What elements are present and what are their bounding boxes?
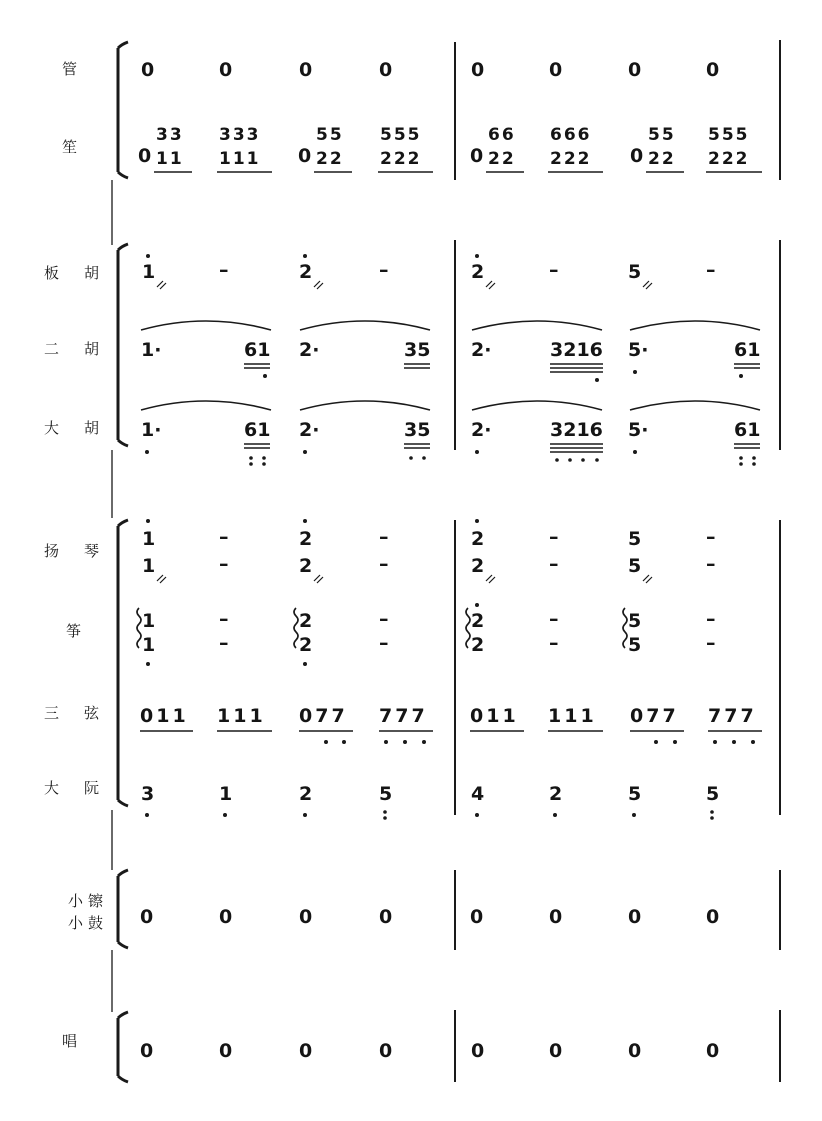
yangqin-upper-4: – [379, 526, 389, 548]
banhu-note-2: 2 [299, 261, 313, 283]
label-perc-2: 小 [68, 914, 84, 932]
sheng-top-5: 66 [488, 125, 516, 145]
zheng-lower-5: 2 [471, 634, 485, 656]
yangqin-upper-6: – [549, 526, 559, 548]
sanxian-group-4: 777 [379, 705, 428, 727]
label-sheng: 笙 [62, 138, 78, 156]
erhu-row [141, 321, 760, 382]
label-erhu-1: 二 [44, 340, 60, 358]
zheng-lower-1: 1 [142, 634, 156, 656]
yangqin-lower-8: – [706, 553, 716, 575]
perc-note-5: 0 [470, 906, 484, 928]
zheng-upper-5: 2 [471, 610, 485, 632]
yangqin-upper-1: 1 [142, 528, 156, 550]
guan-note-3: 0 [299, 59, 313, 81]
chang-note-3: 0 [299, 1040, 313, 1062]
brackets [112, 42, 128, 1082]
label-yangqin-2: 琴 [84, 542, 100, 560]
label-guan: 管 [62, 60, 78, 78]
chang-note-7: 0 [628, 1040, 642, 1062]
yangqin-lower-7: 5 [628, 555, 642, 577]
daruan-note-2: 1 [219, 783, 233, 805]
sheng-top-3: 55 [316, 125, 344, 145]
erhu-held-2: 2· [299, 339, 320, 361]
chang-row [140, 1040, 719, 1062]
erhu-run-2: 35 [404, 339, 431, 361]
zheng-lower-7: 5 [628, 634, 642, 656]
sanxian-group-8: 777 [708, 705, 757, 727]
label-dahu-1: 大 [44, 419, 60, 437]
perc-note-8: 0 [706, 906, 720, 928]
label-zheng: 筝 [66, 622, 82, 640]
sheng-top-8: 555 [708, 125, 750, 145]
sanxian-group-5: 011 [470, 705, 519, 727]
sanxian-group-3: 077 [299, 705, 348, 727]
label-banhu-1: 板 [44, 264, 60, 282]
erhu-held-3: 2· [471, 339, 492, 361]
daruan-note-5: 4 [471, 783, 485, 805]
label-perc-4: 鼓 [88, 914, 104, 932]
daruan-note-3: 2 [299, 783, 313, 805]
zheng-rows [137, 603, 716, 666]
label-perc-1: 小 [68, 892, 84, 910]
yangqin-upper-5: 2 [471, 528, 485, 550]
guan-note-4: 0 [379, 59, 393, 81]
sanxian-row [140, 705, 762, 744]
banhu-note-4: 5 [628, 261, 642, 283]
banhu-note-3: 2 [471, 261, 485, 283]
yangqin-upper-8: – [706, 526, 716, 548]
label-perc-3: 镲 [88, 892, 104, 910]
sheng-bot-1: 11 [156, 149, 184, 169]
perc-note-2: 0 [219, 906, 233, 928]
perc-note-1: 0 [140, 906, 154, 928]
dahu-held-2: 2· [299, 419, 320, 441]
zheng-upper-3: 2 [299, 610, 313, 632]
erhu-held-4: 5· [628, 339, 649, 361]
erhu-held-1: 1· [141, 339, 162, 361]
chang-note-8: 0 [706, 1040, 720, 1062]
sanxian-group-2: 111 [217, 705, 266, 727]
zheng-upper-7: 5 [628, 610, 642, 632]
yangqin-upper-2: – [219, 526, 229, 548]
sanxian-group-1: 011 [140, 705, 189, 727]
sheng-top-6: 666 [550, 125, 592, 145]
zheng-lower-6: – [549, 632, 559, 654]
yangqin-lower-2: – [219, 553, 229, 575]
guan-note-1: 0 [141, 59, 155, 81]
yangqin-lower-1: 1 [142, 555, 156, 577]
chang-note-6: 0 [549, 1040, 563, 1062]
banhu-note-1: 1 [142, 261, 156, 283]
sheng-bot-5: 22 [488, 149, 516, 169]
daruan-note-8: 5 [706, 783, 720, 805]
label-chang: 唱 [62, 1032, 78, 1050]
guan-note-7: 0 [628, 59, 642, 81]
yangqin-upper-7: 5 [628, 528, 642, 550]
label-yangqin-1: 扬 [44, 542, 60, 560]
chang-note-4: 0 [379, 1040, 393, 1062]
banhu-row [142, 254, 716, 289]
banhu-dash-2: – [379, 259, 389, 281]
dahu-run-1: 61 [244, 419, 271, 441]
daruan-note-6: 2 [549, 783, 563, 805]
sheng-bot-7: 22 [648, 149, 676, 169]
dahu-run-2: 35 [404, 419, 431, 441]
zheng-upper-6: – [549, 608, 559, 630]
label-daruan-1: 大 [44, 779, 60, 797]
guan-note-5: 0 [471, 59, 485, 81]
sanxian-group-7: 077 [630, 705, 679, 727]
zheng-upper-4: – [379, 608, 389, 630]
guan-note-2: 0 [219, 59, 233, 81]
yangqin-lower-6: – [549, 553, 559, 575]
banhu-dash-1: – [219, 259, 229, 281]
sheng-bot-3: 22 [316, 149, 344, 169]
banhu-dash-3: – [549, 259, 559, 281]
sheng-bot-2: 111 [219, 149, 261, 169]
yangqin-lower-3: 2 [299, 555, 313, 577]
label-erhu-2: 胡 [84, 340, 100, 358]
sheng-lead-7: 0 [630, 145, 644, 167]
sheng-bot-8: 222 [708, 149, 750, 169]
label-sanxian-2: 弦 [84, 704, 100, 722]
sheng-lead-3: 0 [298, 145, 312, 167]
zheng-lower-8: – [706, 632, 716, 654]
dahu-held-1: 1· [141, 419, 162, 441]
zheng-lower-3: 2 [299, 634, 313, 656]
label-daruan-2: 阮 [84, 779, 100, 797]
instrument-labels [44, 60, 103, 1050]
dahu-run-4: 61 [734, 419, 761, 441]
label-sanxian-1: 三 [44, 704, 60, 722]
label-dahu-2: 胡 [84, 419, 100, 437]
dahu-held-3: 2· [471, 419, 492, 441]
sheng-row [138, 125, 762, 172]
daruan-note-1: 3 [141, 783, 155, 805]
chang-note-1: 0 [140, 1040, 154, 1062]
perc-note-6: 0 [549, 906, 563, 928]
sanxian-group-6: 111 [548, 705, 597, 727]
yangqin-lower-4: – [379, 553, 389, 575]
sheng-lead-1: 0 [138, 145, 152, 167]
zheng-upper-1: 1 [142, 610, 156, 632]
sheng-top-7: 55 [648, 125, 676, 145]
chang-note-2: 0 [219, 1040, 233, 1062]
sheng-top-2: 333 [219, 125, 261, 145]
yangqin-lower-5: 2 [471, 555, 485, 577]
yangqin-upper-3: 2 [299, 528, 313, 550]
label-banhu-2: 胡 [84, 264, 100, 282]
barlines [455, 40, 780, 1082]
sheng-top-1: 33 [156, 125, 184, 145]
daruan-row [141, 783, 719, 820]
erhu-run-4: 61 [734, 339, 761, 361]
perc-note-7: 0 [628, 906, 642, 928]
sheng-bot-6: 222 [550, 149, 592, 169]
dahu-row [141, 401, 760, 466]
daruan-note-7: 5 [628, 783, 642, 805]
zheng-lower-4: – [379, 632, 389, 654]
dahu-held-4: 5· [628, 419, 649, 441]
banhu-dash-4: – [706, 259, 716, 281]
erhu-run-3: 3216 [550, 339, 603, 361]
daruan-note-4: 5 [379, 783, 393, 805]
zheng-upper-8: – [706, 608, 716, 630]
perc-note-3: 0 [299, 906, 313, 928]
dahu-run-3: 3216 [550, 419, 603, 441]
zheng-upper-2: – [219, 608, 229, 630]
zheng-lower-2: – [219, 632, 229, 654]
sheng-top-4: 555 [380, 125, 422, 145]
erhu-run-1: 61 [244, 339, 271, 361]
chang-note-5: 0 [471, 1040, 485, 1062]
yangqin-rows [142, 519, 716, 583]
guan-row [141, 59, 719, 81]
guan-note-6: 0 [549, 59, 563, 81]
percussion-row [140, 906, 719, 928]
perc-note-4: 0 [379, 906, 393, 928]
sheng-lead-5: 0 [470, 145, 484, 167]
sheng-bot-4: 222 [380, 149, 422, 169]
guan-note-8: 0 [706, 59, 720, 81]
